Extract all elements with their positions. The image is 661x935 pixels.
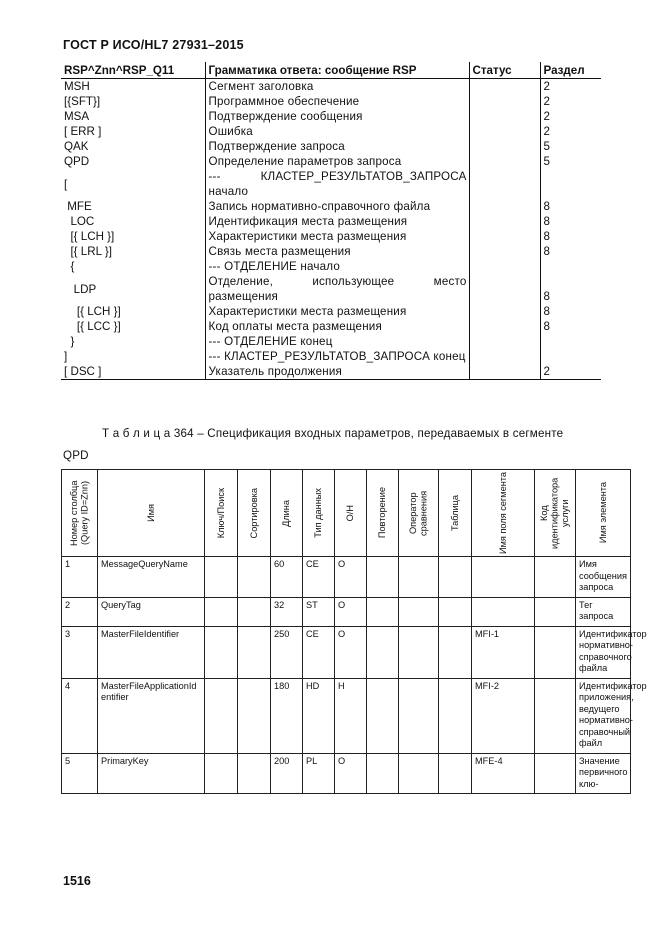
grammar-row bbox=[61, 259, 601, 274]
grammar-status bbox=[469, 349, 540, 364]
grammar-description: Подтверждение сообщения bbox=[205, 109, 469, 124]
grammar-row bbox=[61, 124, 601, 139]
spec-cell-optionality: O bbox=[335, 597, 367, 626]
spec-cell-optionality: O bbox=[335, 626, 367, 678]
grammar-status bbox=[469, 199, 540, 214]
table-row bbox=[62, 678, 631, 753]
grammar-status bbox=[469, 229, 540, 244]
grammar-status bbox=[469, 109, 540, 124]
grammar-segment: MSA bbox=[64, 110, 90, 123]
spec-cell-type: HD bbox=[303, 678, 335, 753]
grammar-segment: [ DSC ] bbox=[61, 364, 205, 380]
grammar-section: 5 bbox=[540, 139, 601, 154]
spec-cell-service bbox=[535, 678, 576, 753]
spec-cell-type: CE bbox=[303, 557, 335, 598]
grammar-section: 8 bbox=[540, 319, 601, 334]
spec-cell-element: Значение первичного клю- bbox=[576, 753, 631, 794]
spec-header-name: Имя bbox=[98, 470, 205, 557]
grammar-row bbox=[61, 364, 601, 380]
spec-cell-key bbox=[205, 557, 238, 598]
table-row bbox=[62, 597, 631, 626]
grammar-status bbox=[469, 274, 540, 304]
grammar-row bbox=[61, 319, 601, 334]
grammar-status bbox=[469, 319, 540, 334]
grammar-section bbox=[540, 169, 601, 199]
grammar-description: Подтверждение запроса bbox=[205, 139, 469, 154]
grammar-header-section: Раздел bbox=[540, 62, 601, 79]
spec-cell-field: MFE-4 bbox=[472, 753, 535, 794]
spec-header-match-operator: Оператор сравнения bbox=[399, 470, 439, 557]
grammar-segment: [{ LRL }] bbox=[64, 245, 112, 258]
grammar-section: 2 bbox=[540, 364, 601, 380]
grammar-segment: QPD bbox=[64, 155, 90, 168]
spec-cell-field: MFI-2 bbox=[472, 678, 535, 753]
grammar-section bbox=[540, 349, 601, 364]
spec-cell-number: 2 bbox=[62, 597, 98, 626]
grammar-row bbox=[61, 349, 601, 364]
spec-cell-field bbox=[472, 597, 535, 626]
spec-cell-key bbox=[205, 678, 238, 753]
grammar-segment: [{ LCH }] bbox=[64, 230, 115, 243]
grammar-segment: LOC bbox=[64, 215, 95, 228]
spec-cell-sort bbox=[238, 597, 271, 626]
spec-cell-name: MessageQueryName bbox=[98, 557, 205, 598]
spec-header-element-name: Имя элемента bbox=[576, 470, 631, 557]
grammar-segment: MFE bbox=[64, 200, 92, 213]
spec-cell-length: 180 bbox=[271, 678, 303, 753]
grammar-segment: LDP bbox=[64, 282, 97, 296]
spec-cell-element: Имя сообщения запроса bbox=[576, 557, 631, 598]
grammar-section: 2 bbox=[540, 79, 601, 95]
spec-cell-name: MasterFileIdentifier bbox=[98, 626, 205, 678]
spec-cell-operator bbox=[399, 557, 439, 598]
page-number: 1516 bbox=[63, 874, 91, 888]
grammar-section: 2 bbox=[540, 109, 601, 124]
grammar-description: Отделение, использующее место размещения bbox=[205, 274, 469, 304]
grammar-status bbox=[469, 154, 540, 169]
spec-cell-service bbox=[535, 753, 576, 794]
grammar-row bbox=[61, 229, 601, 244]
spec-cell-length: 32 bbox=[271, 597, 303, 626]
grammar-section: 8 bbox=[540, 214, 601, 229]
spec-cell-sort bbox=[238, 626, 271, 678]
grammar-segment: [ ERR ] bbox=[64, 125, 102, 138]
grammar-segment: { bbox=[64, 260, 75, 273]
table-caption-line: Т а б л и ц а 364 – Спецификация входных параметров, передаваемых в сегменте bbox=[102, 427, 564, 440]
spec-cell-name: QueryTag bbox=[98, 597, 205, 626]
grammar-segment: [{SFT}] bbox=[64, 95, 101, 108]
spec-cell-key bbox=[205, 753, 238, 794]
spec-cell-number: 4 bbox=[62, 678, 98, 753]
spec-cell-operator bbox=[399, 753, 439, 794]
grammar-description: --- КЛАСТЕР_РЕЗУЛЬТАТОВ_ЗАПРОСА конец bbox=[205, 349, 469, 364]
spec-header-service-id: Код идентификатора услуги bbox=[535, 470, 576, 557]
grammar-segment: MSH bbox=[64, 80, 90, 93]
grammar-status bbox=[469, 214, 540, 229]
grammar-section: 8 bbox=[540, 304, 601, 319]
spec-cell-field bbox=[472, 557, 535, 598]
spec-header-data-type: Тип данных bbox=[303, 470, 335, 557]
spec-cell-length: 200 bbox=[271, 753, 303, 794]
grammar-description: Программное обеспечение bbox=[205, 94, 469, 109]
spec-cell-number: 1 bbox=[62, 557, 98, 598]
spec-header-length: Длина bbox=[271, 470, 303, 557]
spec-cell-element: Идентификатор нормативно-справочного файла bbox=[576, 626, 631, 678]
spec-header-repetition: Повторение bbox=[367, 470, 399, 557]
grammar-section: 5 bbox=[540, 154, 601, 169]
grammar-segment: } bbox=[64, 335, 75, 348]
spec-cell-name: PrimaryKey bbox=[98, 753, 205, 794]
spec-cell-table bbox=[439, 678, 472, 753]
spec-cell-table bbox=[439, 626, 472, 678]
spec-header-sort: Сортировка bbox=[238, 470, 271, 557]
grammar-status bbox=[469, 304, 540, 319]
spec-cell-optionality: H bbox=[335, 678, 367, 753]
spec-cell-key bbox=[205, 626, 238, 678]
grammar-description: Сегмент заголовка bbox=[205, 79, 469, 95]
spec-cell-operator bbox=[399, 626, 439, 678]
spec-cell-length: 250 bbox=[271, 626, 303, 678]
spec-header-column-number: Номер столбца (Query ID=Znn) bbox=[62, 470, 98, 557]
grammar-status bbox=[469, 364, 540, 380]
spec-cell-optionality: O bbox=[335, 557, 367, 598]
spec-cell-sort bbox=[238, 678, 271, 753]
grammar-status bbox=[469, 139, 540, 154]
grammar-description: Ошибка bbox=[205, 124, 469, 139]
spec-cell-key bbox=[205, 597, 238, 626]
spec-cell-operator bbox=[399, 597, 439, 626]
grammar-row bbox=[61, 154, 601, 169]
grammar-description: Код оплаты места размещения bbox=[205, 319, 469, 334]
spec-header-key-search: Ключ/Поиск bbox=[205, 470, 238, 557]
table-row bbox=[62, 557, 631, 598]
table-row bbox=[62, 626, 631, 678]
grammar-section bbox=[540, 334, 601, 349]
grammar-description: Идентификация места размещения bbox=[205, 214, 469, 229]
grammar-description: Связь места размещения bbox=[205, 244, 469, 259]
grammar-status bbox=[469, 79, 540, 95]
grammar-segment: [ bbox=[64, 177, 68, 191]
spec-header-optionality: О/Н bbox=[335, 470, 367, 557]
grammar-section: 8 bbox=[540, 199, 601, 214]
grammar-section: 2 bbox=[540, 124, 601, 139]
spec-cell-name: MasterFileApplicationIdentifier bbox=[98, 678, 205, 753]
table-row bbox=[62, 753, 631, 794]
grammar-header-grammar: Грамматика ответа: сообщение RSP bbox=[205, 62, 469, 79]
grammar-status bbox=[469, 124, 540, 139]
grammar-row bbox=[61, 214, 601, 229]
grammar-section: 2 bbox=[540, 94, 601, 109]
grammar-description: Характеристики места размещения bbox=[205, 304, 469, 319]
spec-cell-element: Идентификатор приложения, ведущего нормативно-справочный файл bbox=[576, 678, 631, 753]
spec-cell-element: Тег запроса bbox=[576, 597, 631, 626]
grammar-row bbox=[61, 334, 601, 349]
grammar-status bbox=[469, 169, 540, 199]
grammar-header-segment: RSP^Znn^RSP_Q11 bbox=[61, 62, 205, 79]
grammar-description: Определение параметров запроса bbox=[205, 154, 469, 169]
grammar-row bbox=[61, 79, 601, 95]
spec-cell-type: PL bbox=[303, 753, 335, 794]
grammar-section: 8 bbox=[540, 274, 601, 304]
spec-cell-service bbox=[535, 626, 576, 678]
grammar-row bbox=[61, 139, 601, 154]
spec-cell-repetition bbox=[367, 678, 399, 753]
spec-cell-optionality: O bbox=[335, 753, 367, 794]
grammar-description: Характеристики места размещения bbox=[205, 229, 469, 244]
spec-cell-service bbox=[535, 597, 576, 626]
grammar-status bbox=[469, 94, 540, 109]
grammar-row bbox=[61, 109, 601, 124]
grammar-row bbox=[61, 94, 601, 109]
spec-cell-table bbox=[439, 753, 472, 794]
spec-header-segment-field: Имя поля сегмента bbox=[472, 470, 535, 557]
grammar-header-status: Статус bbox=[469, 62, 540, 79]
grammar-row bbox=[61, 274, 601, 304]
spec-cell-repetition bbox=[367, 753, 399, 794]
spec-cell-type: ST bbox=[303, 597, 335, 626]
spec-cell-sort bbox=[238, 753, 271, 794]
spec-cell-length: 60 bbox=[271, 557, 303, 598]
grammar-segment: QAK bbox=[64, 140, 89, 153]
grammar-row bbox=[61, 169, 601, 199]
grammar-section: 8 bbox=[540, 229, 601, 244]
grammar-segment: ] bbox=[64, 350, 68, 363]
grammar-status bbox=[469, 259, 540, 274]
grammar-row bbox=[61, 199, 601, 214]
spec-cell-table bbox=[439, 597, 472, 626]
input-parameters-table bbox=[61, 469, 647, 794]
grammar-description: Запись нормативно-справочного файла bbox=[205, 199, 469, 214]
table-caption bbox=[63, 423, 629, 467]
spec-cell-repetition bbox=[367, 597, 399, 626]
grammar-row bbox=[61, 304, 601, 319]
spec-cell-number: 3 bbox=[62, 626, 98, 678]
grammar-description: Указатель продолжения bbox=[205, 364, 469, 380]
grammar-segment: [{ LCC }] bbox=[64, 320, 121, 333]
spec-cell-repetition bbox=[367, 626, 399, 678]
grammar-status bbox=[469, 334, 540, 349]
grammar-row bbox=[61, 244, 601, 259]
response-grammar-table bbox=[61, 62, 601, 380]
grammar-description: --- ОТДЕЛЕНИЕ начало bbox=[205, 259, 469, 274]
grammar-segment: [{ LCH }] bbox=[64, 305, 121, 318]
spec-header-table: Таблица bbox=[439, 470, 472, 557]
grammar-description: --- КЛАСТЕР_РЕЗУЛЬТАТОВ_ЗАПРОСА начало bbox=[205, 169, 469, 199]
table-caption-segment: QPD bbox=[63, 449, 89, 462]
grammar-status bbox=[469, 244, 540, 259]
spec-cell-sort bbox=[238, 557, 271, 598]
spec-cell-repetition bbox=[367, 557, 399, 598]
grammar-section: 8 bbox=[540, 244, 601, 259]
spec-cell-operator bbox=[399, 678, 439, 753]
spec-cell-service bbox=[535, 557, 576, 598]
spec-cell-table bbox=[439, 557, 472, 598]
grammar-section bbox=[540, 259, 601, 274]
spec-cell-number: 5 bbox=[62, 753, 98, 794]
grammar-description: --- ОТДЕЛЕНИЕ конец bbox=[205, 334, 469, 349]
document-header-title: ГОСТ Р ИСО/HL7 27931–2015 bbox=[63, 38, 244, 52]
spec-cell-field: MFI-1 bbox=[472, 626, 535, 678]
spec-cell-type: CE bbox=[303, 626, 335, 678]
